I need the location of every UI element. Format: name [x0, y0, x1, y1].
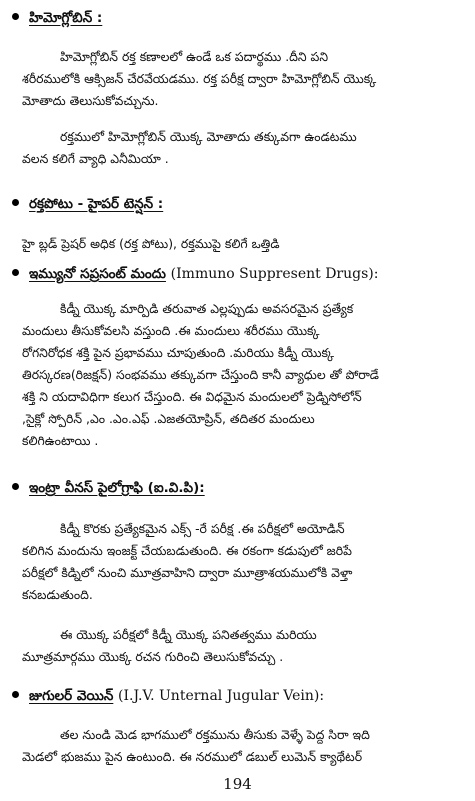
text-line: కలిగిన మందును ఇంజక్ట్ చేయబడుతుంది. ఈ రకంగా కడుపులో జరిపే [22, 543, 352, 558]
text-line: కిడ్నీ కొరకు ప్రత్యేకమైన ఎక్స్ -రే పరీక్ష .ఈ పరీక్షలో అయోడిన్ [60, 521, 345, 536]
text-line: రోగనిరోధక శక్తి పైన ప్రభావము చూపుతుంది .మరియు కిడ్నీ యొక్క [22, 345, 334, 360]
bullet-icon [12, 483, 19, 490]
section-heading-hemoglobin [12, 10, 102, 29]
bullet-icon [12, 13, 19, 20]
text-line: వలన కలిగే వ్యాధి ఎనీమియా . [22, 151, 169, 166]
text-line: పరీక్షలో కిడ్నిలో నుంచి మూత్రవాహిని ద్వారా మూత్రాశయములోకి వెళ్తా [22, 565, 353, 580]
text-line: శరీరములోకి ఆక్సిజన్ చేరవేయడము. రక్త పరీక్ష ద్వారా హిమోగ్లోబిన్ యొక్క [22, 71, 377, 86]
text-line: ఈ యొక్క పరీక్షలో కిడ్నీ యొక్క పనితత్వము మరియు [60, 627, 317, 642]
text-line: మోతాదు తెలుసుకోవచ్చును. [22, 93, 159, 108]
section-heading-ivp [12, 480, 205, 499]
section-title: ఇంట్రా వీనస్ పైలోగ్రాఫి (ఐ.వి.పి): [29, 480, 205, 496]
paragraph [22, 298, 454, 452]
text-line: తిరస్కరణ(రిజక్షన్) సంభవము తక్కువగా చేస్తుంది కానీ వ్యాధుల తో పోరాడే [22, 367, 379, 382]
paragraph [22, 46, 454, 112]
text-line: కిడ్నీ యొక్క మార్పిడి తరువాత ఎల్లప్పుడు అవసరమైన ప్రత్యేక [60, 301, 354, 316]
section-heading-immunosuppressant [12, 266, 378, 285]
text-line: రక్తములో హిమోగ్లోబిన్ యొక్క మోతాదు తక్కువగా ఉండటము [60, 129, 357, 144]
paragraph [22, 518, 454, 606]
section-title: హిమోగ్లోబిన్ : [29, 10, 103, 26]
text-line: మూత్రమార్గము యొక్క రచన గురించి తెలుసుకోవచ్చు . [22, 649, 284, 664]
paragraph [22, 126, 454, 170]
text-line: మెడలో భుజము పైన ఉంటుంది. ఈ నరములో డబుల్ లుమెన్ క్యాథేటర్ [22, 749, 363, 764]
page-number: 194 [223, 775, 252, 793]
paragraph [22, 724, 454, 768]
text-line: కలిగిఉంటాయి . [22, 433, 99, 448]
text-line: తల నుండి మెడ భాగములో రక్తమును తీసుకు వెళ్ళే పెద్ద సిరా ఇది [60, 727, 370, 742]
bullet-icon [12, 691, 19, 698]
text-line: హిమోగ్లోబిన్ రక్త కణాలలో ఉండే ఒక పదార్థము .దీని పని [60, 49, 329, 64]
text-line: ,సైక్లో స్పోరిన్ ,ఎం .ఎం.ఎఫ్ .ఎజతయోప్రిన్, తదితర మందులు [22, 411, 315, 426]
section-title: రక్తపోటు - హైపర్ టెన్షన్ : [29, 196, 164, 212]
section-heading-jugular-vein [12, 688, 324, 707]
section-english-title: (I.J.V. Unternal Jugular Vein): [118, 688, 325, 704]
text-line: మందులు తీసుకోవలసి వస్తుంది .ఈ మందులు శరీరము యొక్క [22, 323, 320, 338]
bullet-icon [12, 269, 19, 276]
section-heading-hypertension [12, 196, 163, 215]
section-title: ఇమ్యునో సప్రసంట్ మందు [29, 266, 166, 282]
section-english-title: (Immuno Suppresent Drugs): [170, 266, 379, 282]
text-line: కనబడుతుంది. [22, 587, 93, 602]
text-line: శక్తి ని యదావిధిగా కలుగ చేస్తుంది. ఈ విధమైన మందులలో ప్రెడ్నిసోలోన్ [22, 389, 362, 404]
bullet-icon [12, 199, 19, 206]
paragraph [22, 624, 454, 668]
section-title: జుగులర్ వెయిన్ [29, 688, 114, 704]
definition-text: హై బ్లడ్ ప్రెషర్ అధిక (రక్త పోటు), రక్తముపై కలిగే ఒత్తిడి [22, 236, 280, 251]
